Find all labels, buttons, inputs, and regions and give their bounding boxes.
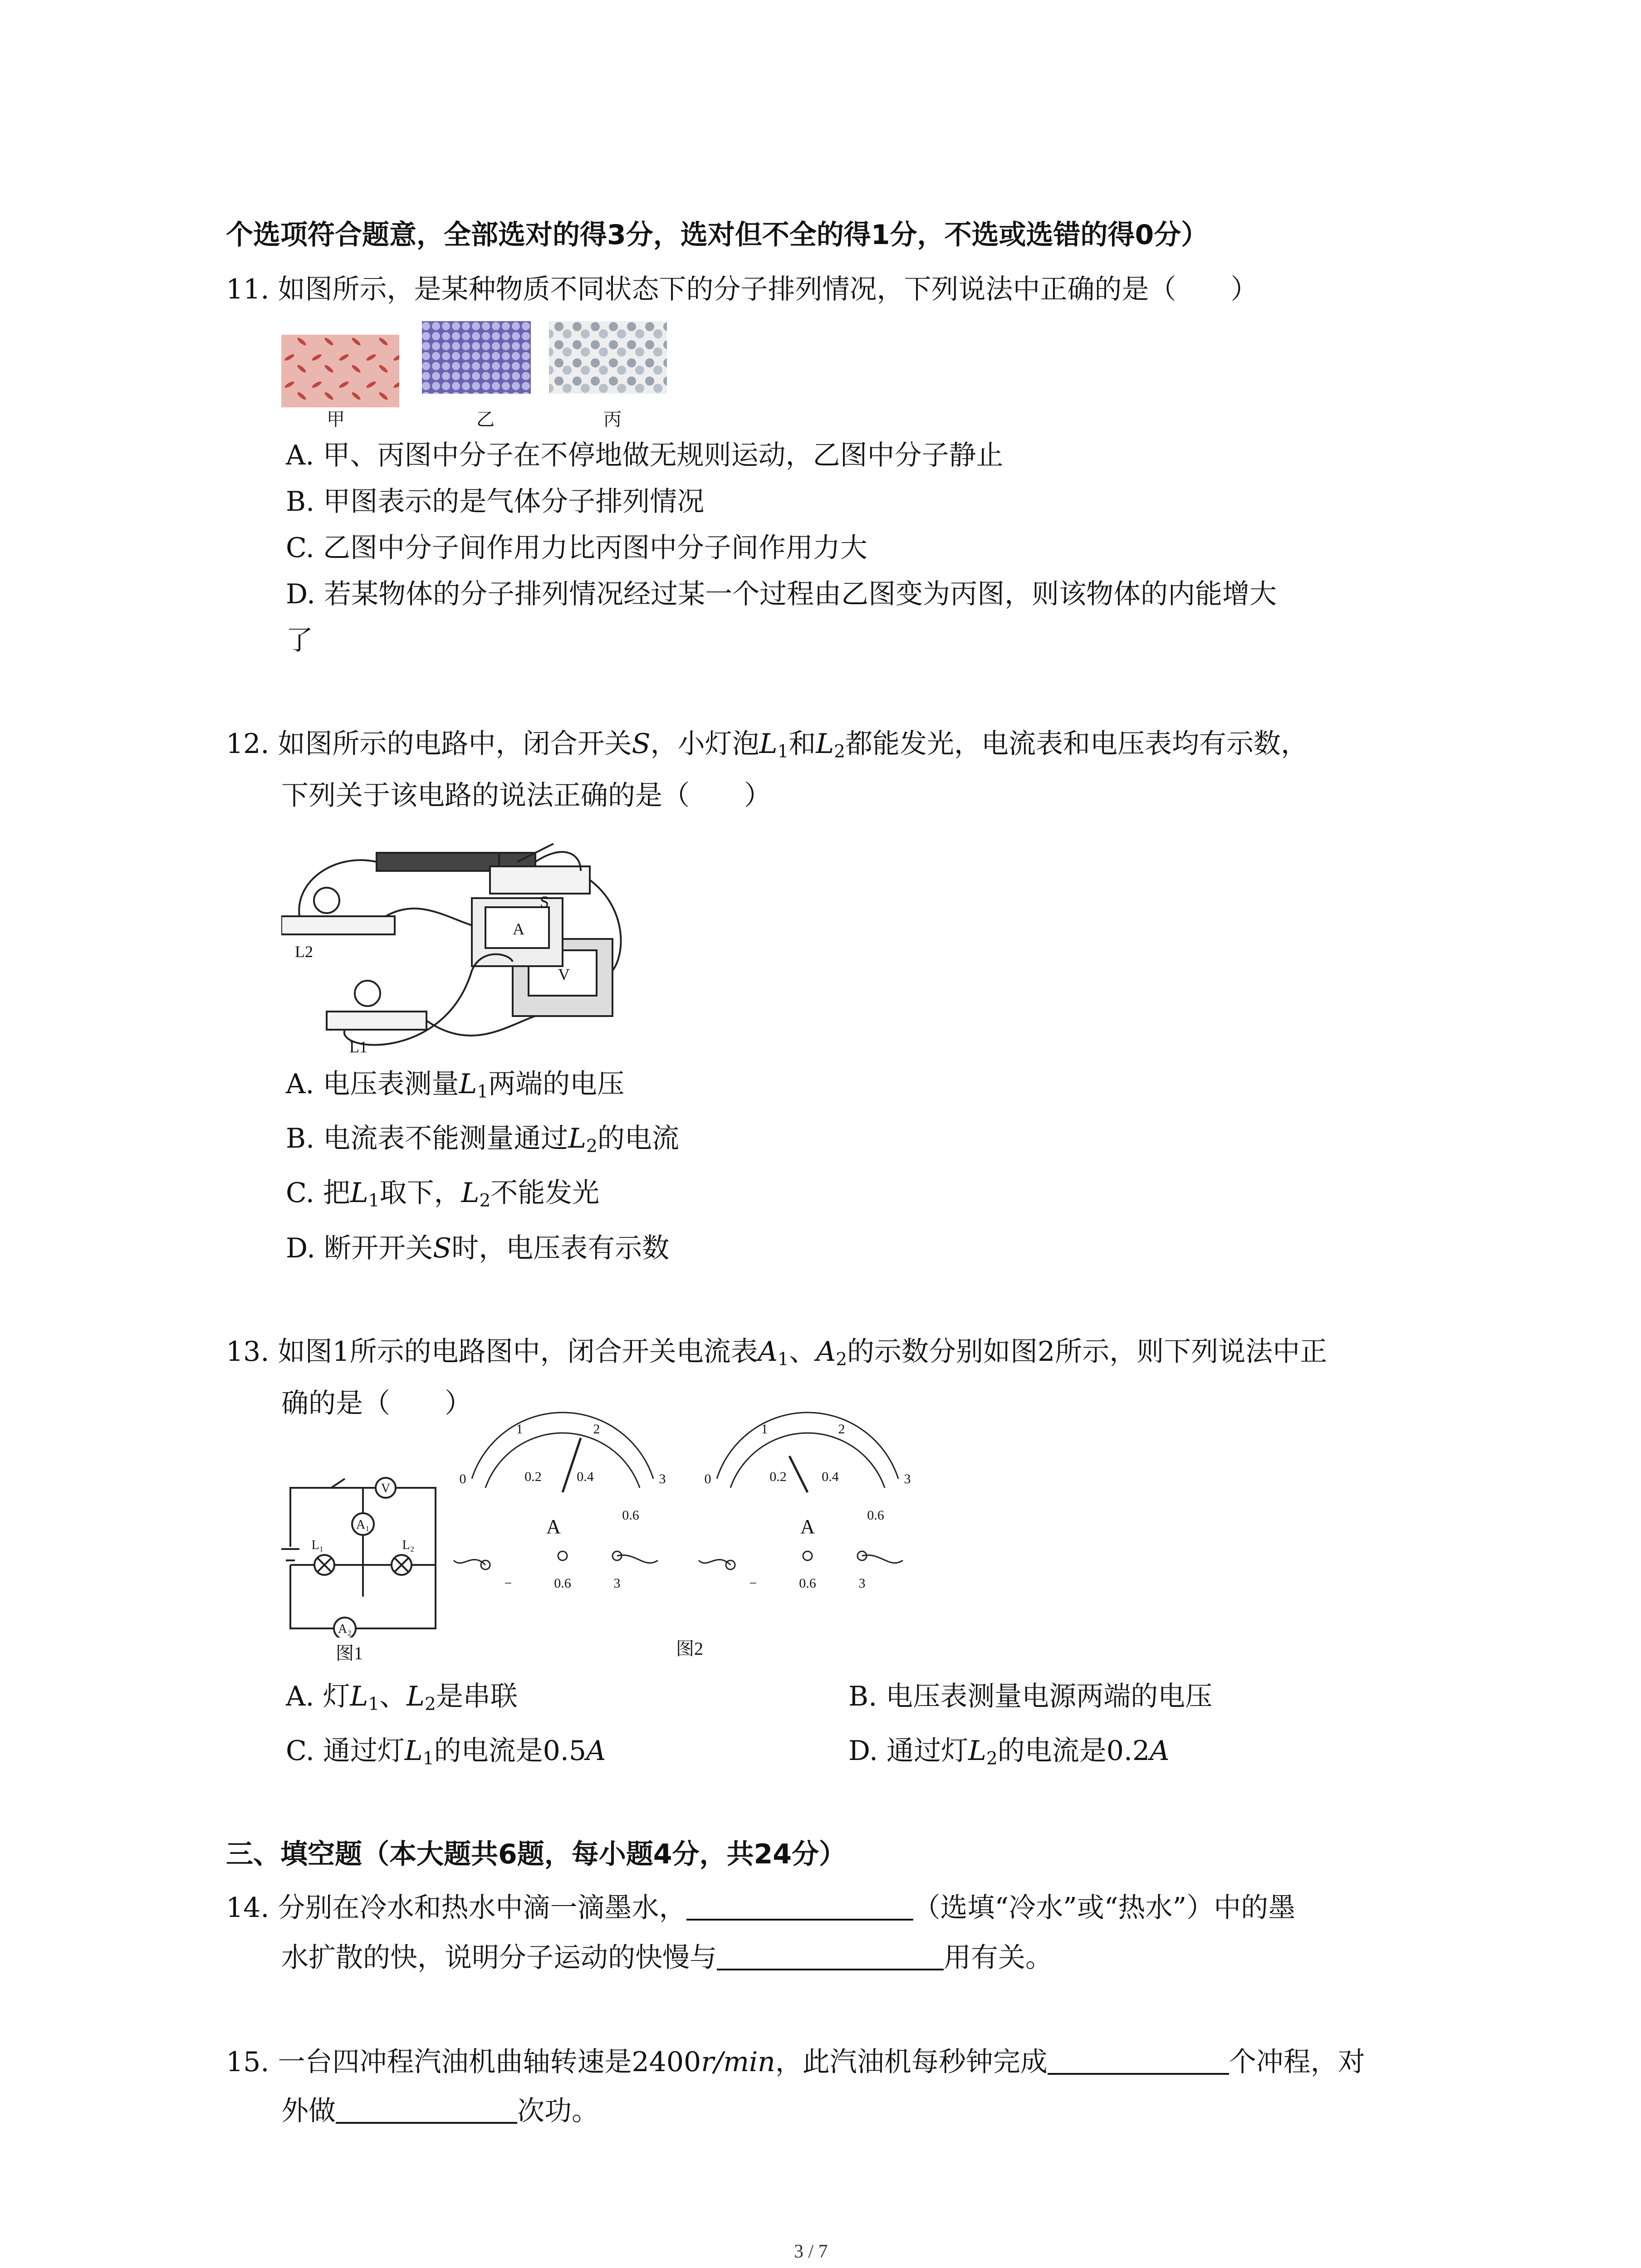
q14-line2: 水扩散的快，说明分子运动的快慢与 用有关。	[281, 1942, 1053, 1974]
svg-text:3: 3	[613, 1576, 621, 1591]
q13-stem-line2: 确的是（ ）	[281, 1388, 472, 1419]
svg-text:0.6: 0.6	[867, 1508, 884, 1523]
q14-line1: 14. 分别在冷水和热水中滴一滴墨水， （选填“冷水”或“热水”）中的墨	[226, 1892, 1296, 1924]
q13-option-d: D. 通过灯$L_2$的电流是0.2A	[848, 1735, 1170, 1769]
q14-blank-2[interactable]	[717, 1941, 944, 1970]
svg-text:3: 3	[904, 1471, 911, 1486]
q11-option-a: A. 甲、丙图中分子在不停地做无规则运动，乙图中分子静止	[286, 440, 1004, 471]
q15-blank-1[interactable]	[1048, 2046, 1229, 2075]
svg-text:A₁: A₁	[356, 1518, 370, 1532]
q13-figure1	[281, 1465, 445, 1639]
svg-text:0.4: 0.4	[822, 1469, 839, 1484]
q15-line2: 外做 次功。	[281, 2095, 599, 2127]
svg-text:0.2: 0.2	[524, 1469, 542, 1484]
page-number: 3 / 7	[794, 2241, 828, 2262]
svg-text:0: 0	[704, 1471, 711, 1486]
svg-text:3: 3	[858, 1576, 866, 1591]
gas-state-image	[281, 335, 399, 407]
q13-option-c: C. 通过灯$L_1$的电流是0.5A	[286, 1735, 606, 1769]
q13-option-a: A. 灯$L_1$、$L_2$是串联	[286, 1681, 518, 1715]
q12-stem-line1: 12. 如图所示的电路中，闭合开关S，小灯泡$L_1$和$L_2$都能发光，电流表和电压表均有示数，	[226, 728, 1308, 762]
svg-text:2: 2	[593, 1422, 600, 1437]
section-header-continuation: 个选项符合题意，全部选对的得3分，选对但不全的得1分，不选或选错的得0分）	[226, 219, 1209, 251]
svg-text:−: −	[749, 1576, 757, 1591]
q12-option-a: A. 电压表测量$L_1$两端的电压	[286, 1068, 625, 1102]
svg-text:1: 1	[761, 1422, 768, 1437]
circuit-diagram	[281, 1465, 445, 1637]
physical-circuit-figure	[281, 835, 916, 1061]
liquid-state-image	[549, 321, 667, 394]
svg-text:A₂: A₂	[338, 1622, 352, 1636]
q12-stem-line2: 下列关于该电路的说法正确的是（ ）	[281, 780, 771, 811]
svg-text:−: −	[504, 1576, 512, 1591]
svg-text:A: A	[800, 1515, 815, 1538]
q13-ammeter-1	[445, 1406, 681, 1598]
svg-text:V: V	[381, 1481, 391, 1496]
svg-text:0.6: 0.6	[622, 1508, 639, 1523]
q12-circuit-figure	[281, 835, 916, 1063]
q13-option-b: B. 电压表测量电源两端的电压	[848, 1681, 1213, 1712]
q11-option-d: D. 若某物体的分子排列情况经过某一个过程由乙图变为丙图，则该物体的内能增大	[286, 578, 1277, 610]
ammeter-label: A	[513, 920, 524, 938]
q12-option-c: C. 把$L_1$取下，$L_2$不能发光	[286, 1177, 600, 1211]
solid-state-image	[422, 321, 531, 394]
q11-option-b: B. 甲图表示的是气体分子排列情况	[286, 486, 705, 518]
ammeter-dial-1	[445, 1406, 681, 1597]
fig-label-bing: 丙	[603, 409, 622, 430]
q11-option-c: C. 乙图中分子间作用力比丙图中分子间作用力大	[286, 532, 867, 564]
voltmeter-label: V	[558, 965, 570, 983]
q15-line1: 15. 一台四冲程汽油机曲轴转速是2400r/min，此汽油机每秒钟完成 个冲程，对	[226, 2046, 1365, 2078]
q13-ammeter-2	[690, 1406, 926, 1598]
svg-text:2: 2	[838, 1422, 845, 1437]
svg-text:A: A	[546, 1515, 561, 1538]
q13-stem-line1: 13. 如图1所示的电路图中，闭合开关电流表$A_1$、$A_2$的示数分别如图2所示，则下列说法中正	[226, 1336, 1327, 1370]
ammeter-dial-2	[690, 1406, 926, 1597]
svg-text:0.6: 0.6	[554, 1576, 571, 1591]
svg-text:3: 3	[659, 1471, 666, 1486]
svg-text:1: 1	[516, 1422, 523, 1437]
q15-blank-2[interactable]	[336, 2095, 517, 2124]
q11-stem: 11. 如图所示，是某种物质不同状态下的分子排列情况，下列说法中正确的是（ ）	[226, 274, 1258, 305]
figure2-caption: 图2	[676, 1638, 703, 1659]
fig-label-yi: 乙	[476, 409, 495, 430]
fig-label-jia: 甲	[327, 409, 345, 430]
svg-text:L₂: L₂	[402, 1538, 415, 1552]
section3-heading: 三、填空题（本大题共6题，每小题4分，共24分）	[226, 1838, 846, 1870]
svg-text:0.4: 0.4	[577, 1469, 594, 1484]
q14-blank-1[interactable]	[686, 1892, 913, 1921]
switch-label: S	[540, 893, 549, 911]
lamp-l1-label: L1	[349, 1038, 367, 1056]
q12-option-b: B. 电流表不能测量通过$L_2$的电流	[286, 1123, 679, 1157]
svg-text:L₁: L₁	[311, 1538, 324, 1552]
q12-option-d: D. 断开开关S时，电压表有示数	[286, 1232, 670, 1264]
svg-text:0.2: 0.2	[769, 1469, 787, 1484]
q11-option-d-cont: 了	[286, 625, 313, 656]
lamp-l2-label: L2	[295, 943, 313, 961]
figure1-caption: 图1	[336, 1643, 363, 1663]
svg-text:0: 0	[459, 1471, 466, 1486]
svg-text:0.6: 0.6	[799, 1576, 816, 1591]
